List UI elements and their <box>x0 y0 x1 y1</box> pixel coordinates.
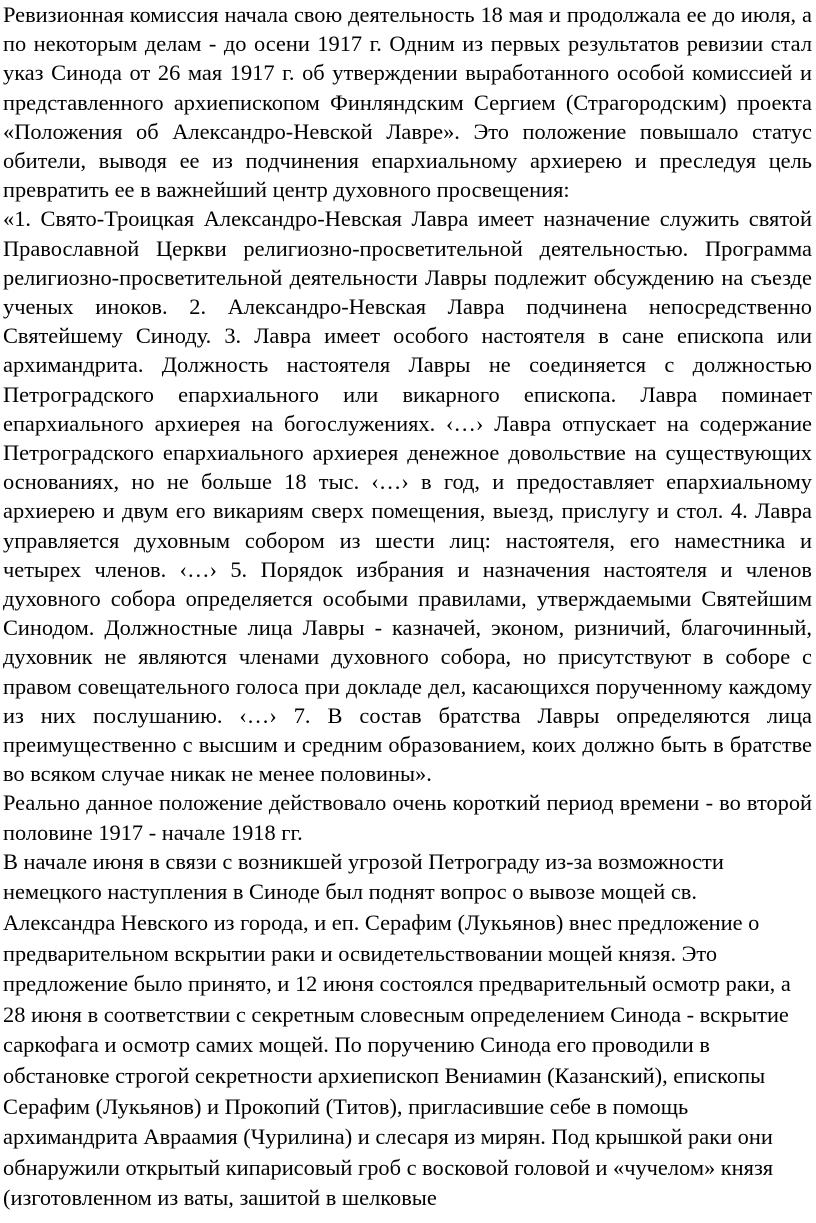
paragraph-lavra-regulations-quote: «1. Свято-Троицкая Александро-Невская Лавра имеет назначение служить святой Православной Церкви религиозно-просветительной деятельностью. Программа религиозно-просветительной деятельности Лавры подлежит обсуждению на съезде ученых иноков. 2. Александро-Невская Лавра подчинена непосредственно Святейшему Синоду. 3. Лавра имеет особого настоятеля в сане епископа или архимандрита. Должность настоятеля Лавры не соединяется с должностью Петроградского епархиального или викарного епископа. Лавра поминает епархиального архиерея на богослужениях. ‹…› Лавра отпускает на содержание Петроградского епархиального архиерея денежное довольствие на существующих основаниях, но не больше 18 тыс. ‹…› в год, и предоставляет епархиальному архиерею и двум его викариям сверх помещения, выезд, прислугу и стол. 4. Лавра управляется духовным собором из шести лиц: настоятеля, его наместника и четырех членов. ‹…› 5. Порядок избрания и назначения настоятеля и членов духовного собора определяется особыми правилами, утверждаемыми Святейшим Синодом. Должностные лица Лавры - казначей, эконом, ризничий, благочинный, духовник не являются членами духовного собора, но присутствуют в соборе с правом совещательного голоса при докладе дел, касающихся порученному каждому из них послушанию. ‹…› 7. В состав братства Лавры определяются лица преимущественно с высшим и средним образованием, коих должно быть в братстве во всяком случае никак не менее половины». <box>3 206 812 787</box>
paragraph-revision-commission: Ревизионная комиссия начала свою деятельность 18 мая и продолжала ее до июля, а по некоторым делам - до осени 1917 г. Одним из первых результатов ревизии стал указ Синода от 26 мая 1917 г. об утверждении выработанного особой комиссией и представленного архиепископом Финляндским Сергием (Страгородским) проекта «Положения об Александро-Невской Лавре». Это положение повышало статус обители, выводя ее из подчинения епархиальному архиерею и преследуя цель превратить ее в важнейший центр духовного просвещения: <box>3 2 812 203</box>
paragraph-regulation-period: Реально данное положение действовало очень короткий период времени - во второй половине 1917 - начале 1918 гг. <box>3 790 812 845</box>
paragraph-relics-examination: В начале июня в связи с возникшей угрозой Петрограду из-за возможности немецкого наступления в Синоде был поднят вопрос о вывозе мощей св. Александра Невского из города, и еп. Серафим (Лукьянов) внес предложение о предварительном вскрытии раки и освидетельствовании мощей князя. Это предложение было принято, и 12 июня состоялся предварительный осмотр раки, а 28 июня в соответствии с секретным словесным определением Синода - вскрытие саркофага и осмотр самих мощей. По поручению Синода его проводили в обстановке строгой секретности архиепископ Вениамин (Казанский), епископы Серафим (Лукьянов) и Прокопий (Титов), пригласившие себе в помощь архимандрита Авраамия (Чурилина) и слесаря из мирян. Под крышкой раки они обнаружили открытый кипарисовый гроб с восковой головой и «чучелом» князя (изготовленном из ваты, зашитой в шелковые <box>3 848 791 1211</box>
